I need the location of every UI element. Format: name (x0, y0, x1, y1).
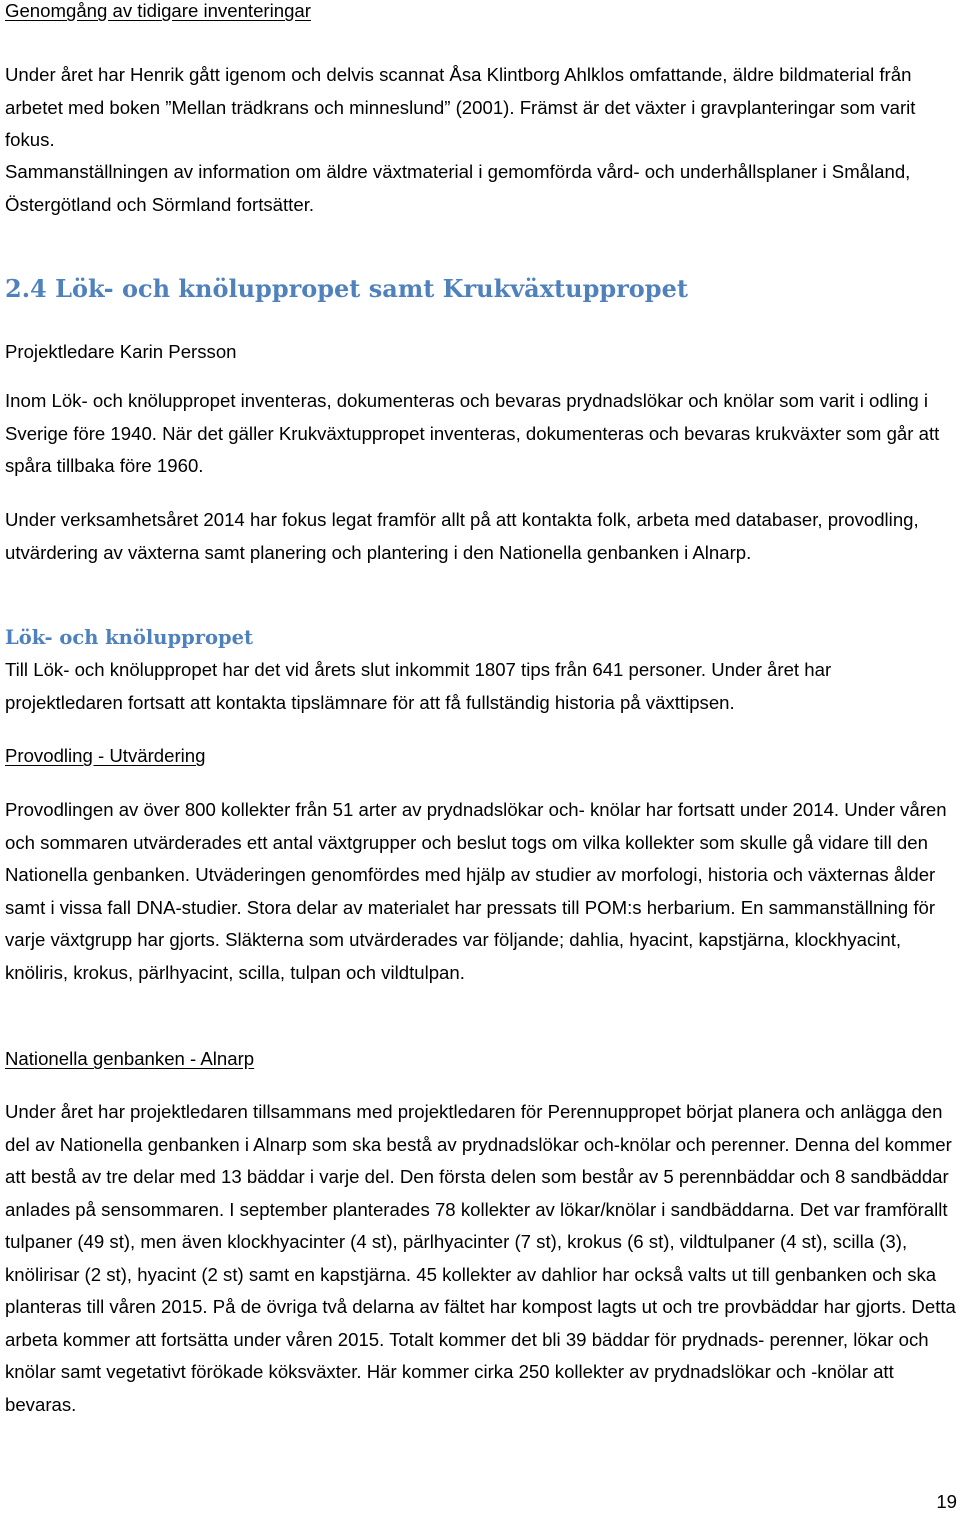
intro-paragraph-1: Inom Lök- och knöluppropet inventeras, dokumenteras och bevaras prydnadslökar och knölar som varit i odling i Sverige före 1940. När det gäller Krukväxtuppropet inventeras, dokumenteras och bevaras krukväxter som går att spåra tillbaka före 1960. (5, 390, 940, 476)
genbank-paragraph: Under året har projektledaren tillsammans med projektledaren för Perennuppropet börjat planera och anlägga den del av Nationella genbanken i Alnarp som ska bestå av prydnadslökar och-knölar och perenner. Denna del kommer att bestå av tre delar med 13 bäddar i varje del. Den första delen som består av 5 perennbäddar och 8 sandbäddar anlades på sensommaren. I september planterades 78 kollekter av lökar/knölar i sandbäddarna. Det var framförallt tulpaner (49 st), men även klockhyacinter (4 st), pärlhyacinter (7 st), krokus (6 st), vildtulpaner (4 st), scilla (3), knölirisar (2 st), hyacint (2 st) samt en kapstjärna. 45 kollekter av dahlior har också valts ut till genbanken och ska planteras till våren 2015. På de övriga två delarna av fältet har kompost lagts ut och tre provbäddar har gjorts. Detta arbeta kommer att fortsätta under våren 2015. Totalt kommer det bli 39 bäddar för prydnads- perenner, lökar och knölar samt vegetativt förökade köksväxter. Här kommer cirka 250 kollekter av prydnadslökar och -knölar att bevaras. (5, 1101, 956, 1415)
provodling-heading: Provodling - Utvärdering (5, 745, 206, 766)
provodling-paragraph: Provodlingen av över 800 kollekter från 51 arter av prydnadslökar och- knölar har fortsatt under 2014. Under våren och sommaren utvärderades ett antal växtgrupper och beslut togs om vilka kollekter som skulle gå vidare till den Nationella genbanken. Utväderingen genomfördes med hjälp av studier av morfologi, historia och växternas ålder samt i vissa fall DNA-studier. Stora delar av materialet har pressats till POM:s herbarium. En sammanställning för varje växtgrupp har gjorts. Släkterna som utvärderades var följande; dahlia, hyacint, kapstjärna, klockhyacint, knöliris, krokus, pärlhyacint, scilla, tulpan och vildtulpan. (5, 799, 947, 983)
genbank-heading: Nationella genbanken - Alnarp (5, 1048, 255, 1069)
prior-inventories-heading: Genomgång av tidigare inventeringar (5, 0, 311, 21)
page-number: 19 (936, 1491, 957, 1512)
prior-inventories-paragraph-1: Under året har Henrik gått igenom och delvis scannat Åsa Klintborg Ahlklos omfattande, äldre bildmaterial från arbetet med boken ”Mellan trädkrans och minneslund” (2001). Främst är det växter i gravplanteringar som varit fokus. (5, 64, 916, 150)
intro-paragraph-2: Under verksamhetsåret 2014 har fokus legat framför allt på att kontakta folk, arbeta med databaser, provodling, utvärdering av växterna samt planering och plantering i den Nationella genbanken i Alnarp. (5, 509, 919, 563)
subsection-heading: Lök- och knöluppropet (5, 626, 254, 649)
tips-paragraph: Till Lök- och knöluppropet har det vid årets slut inkommit 1807 tips från 641 personer. Under året har projektledaren fortsatt att kontakta tipslämnare för att få fullständig historia på växttipsen. (5, 659, 832, 713)
section-heading: 2.4 Lök- och knöluppropet samt Krukväxtuppropet (5, 274, 688, 303)
project-leader: Projektledare Karin Persson (5, 341, 237, 362)
prior-inventories-paragraph-2: Sammanställningen av information om äldre växtmaterial i gemomförda vård- och underhållsplaner i Småland, Östergötland och Sörmland fortsätter. (5, 161, 911, 215)
